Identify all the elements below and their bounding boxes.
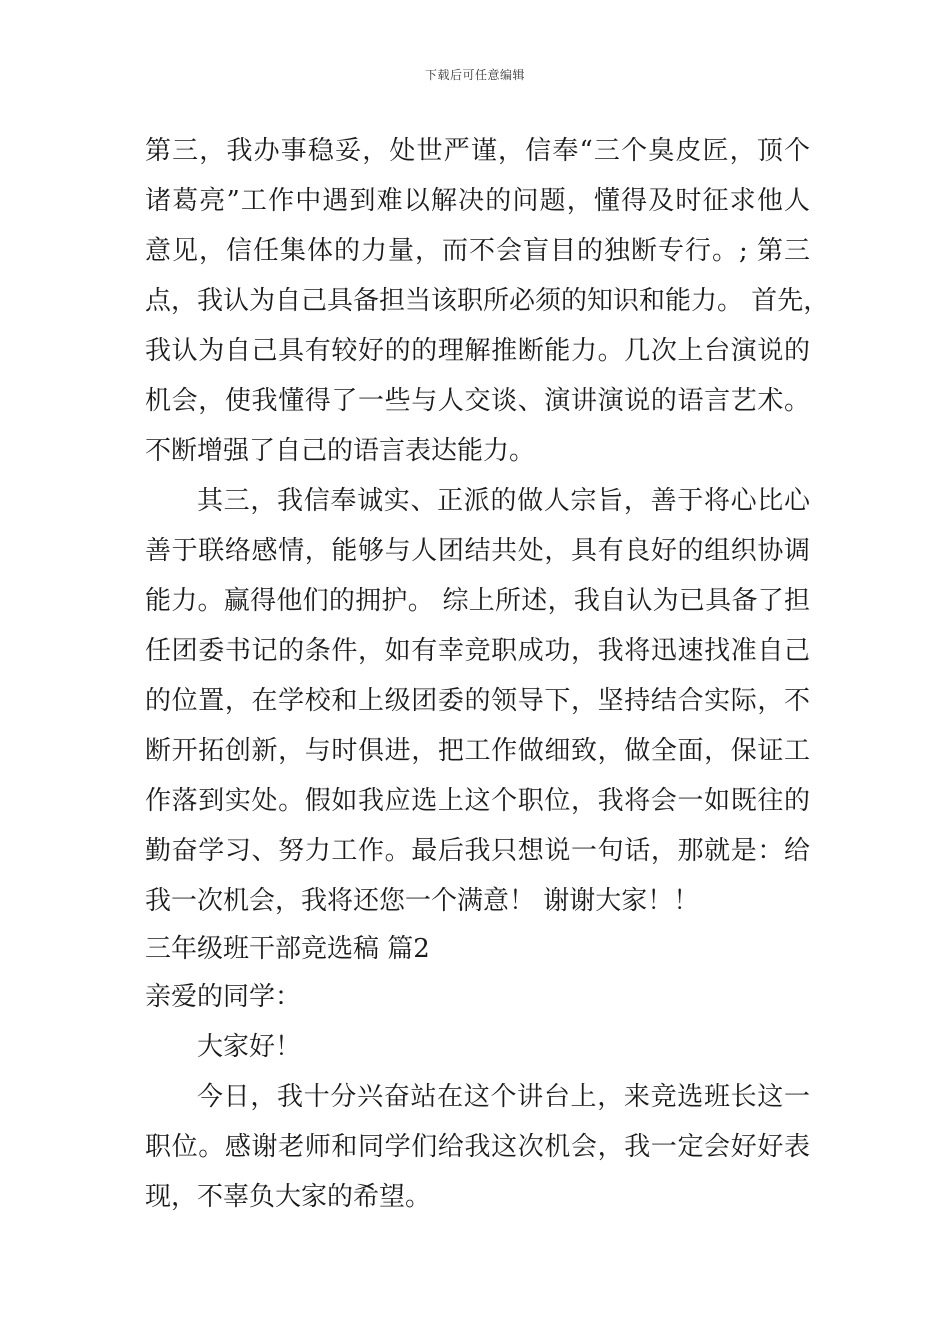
text-line: 善于联络感情，能够与人团结共处，具有良好的组织协调 — [145, 536, 810, 566]
text-line: 勤奋学习、努力工作。最后我只想说一句话，那就是：给 — [145, 836, 810, 866]
text-line: 第三，我办事稳妥，处世严谨，信奉“三个臭皮匠，顶个 — [145, 136, 810, 166]
text-line: 其三，我信奉诚实、正派的做人宗旨，善于将心比心 — [197, 486, 810, 516]
greeting: 大家好！ — [197, 1032, 302, 1062]
text-line: 不断增强了自己的语言表达能力。 — [145, 436, 536, 466]
text-line: 我认为自己具有较好的的理解推断能力。几次上台演说的 — [145, 336, 810, 366]
text-line: 作落到实处。假如我应选上这个职位，我将会一如既往的 — [145, 786, 810, 816]
text-line: 今日，我十分兴奋站在这个讲台上，来竞选班长这一 — [197, 1082, 810, 1112]
page-header: 下载后可任意编辑 — [424, 68, 525, 82]
section-heading: 三年级班干部竞选稿 篇2 — [145, 934, 430, 964]
text-line: 机会，使我懂得了一些与人交谈、演讲演说的语言艺术。 — [145, 386, 810, 416]
text-line: 的位置，在学校和上级团委的领导下，坚持结合实际，不 — [145, 686, 810, 716]
text-line: 现，不辜负大家的希望。 — [145, 1182, 432, 1212]
salutation: 亲爱的同学： — [145, 982, 302, 1012]
text-line: 能力。赢得他们的拥护。 综上所述，我自认为已具备了担 — [145, 586, 810, 616]
text-line: 任团委书记的条件，如有幸竞职成功，我将迅速找准自己 — [145, 636, 810, 666]
text-line: 我一次机会，我将还您一个满意！ 谢谢大家！！ — [145, 886, 700, 916]
text-line: 职位。感谢老师和同学们给我这次机会，我一定会好好表 — [145, 1132, 810, 1162]
text-line: 诸葛亮”工作中遇到难以解决的问题，懂得及时征求他人 — [145, 186, 810, 216]
document-body — [145, 126, 830, 1222]
text-line: 断开拓创新，与时俱进，把工作做细致，做全面，保证工 — [145, 736, 810, 766]
text-line: 点，我认为自己具备担当该职所必须的知识和能力。 首先， — [145, 286, 830, 316]
text-line: 意见，信任集体的力量，而不会盲目的独断专行。; 第三 — [145, 236, 810, 266]
